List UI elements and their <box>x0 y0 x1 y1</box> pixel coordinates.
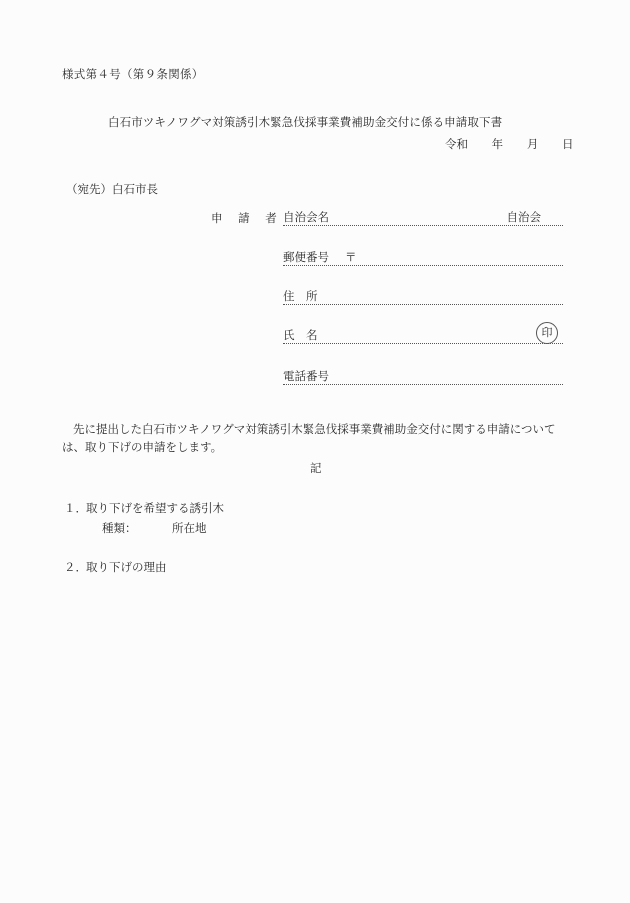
seal-icon: 印 <box>536 322 558 344</box>
type-label: 種類： <box>102 521 137 535</box>
ki-heading: 記 <box>310 461 322 475</box>
form-number: 様式第４号（第９条関係） <box>62 67 204 81</box>
location-label: 所在地 <box>172 521 207 535</box>
item-2-number: ２． <box>64 560 87 574</box>
item-1 <box>64 500 224 516</box>
item-2-title: 取り下げの理由 <box>86 560 167 574</box>
item-1-detail <box>102 520 207 536</box>
body-paragraph: 先に提出した白石市ツキノワグマ対策誘引木緊急伐採事業費補助金交付に関する申請については、取り下げの申請をします。 <box>62 422 556 454</box>
association-name-label: 自治会名 <box>283 210 329 224</box>
name-label: 氏 名 <box>283 328 318 342</box>
address-field[interactable] <box>283 288 563 305</box>
item-1-title: 取り下げを希望する誘引木 <box>86 501 224 515</box>
association-suffix: 自治会 <box>506 210 541 224</box>
applicant-label: 申 請 者 <box>211 211 283 225</box>
postal-code-label: 郵便番号 <box>283 250 329 264</box>
phone-field[interactable] <box>283 368 563 385</box>
item-2 <box>64 559 167 575</box>
date-year-unit: 年 <box>491 137 504 151</box>
date-era: 令和 <box>445 137 468 151</box>
address-label: 住 所 <box>283 289 318 303</box>
name-field[interactable] <box>283 327 563 344</box>
postal-mark-icon: 〒 <box>345 250 357 264</box>
document-title: 白石市ツキノワグマ対策誘引木緊急伐採事業費補助金交付に係る申請取下書 <box>108 115 503 129</box>
date-day-unit: 日 <box>561 137 574 151</box>
date-line <box>445 136 573 152</box>
item-1-number: １． <box>64 501 87 515</box>
addressee: （宛先）白石市長 <box>66 182 158 196</box>
date-month-unit: 月 <box>526 137 539 151</box>
postal-code-field[interactable] <box>283 249 563 266</box>
phone-label: 電話番号 <box>283 369 329 383</box>
association-name-field[interactable] <box>283 209 563 226</box>
